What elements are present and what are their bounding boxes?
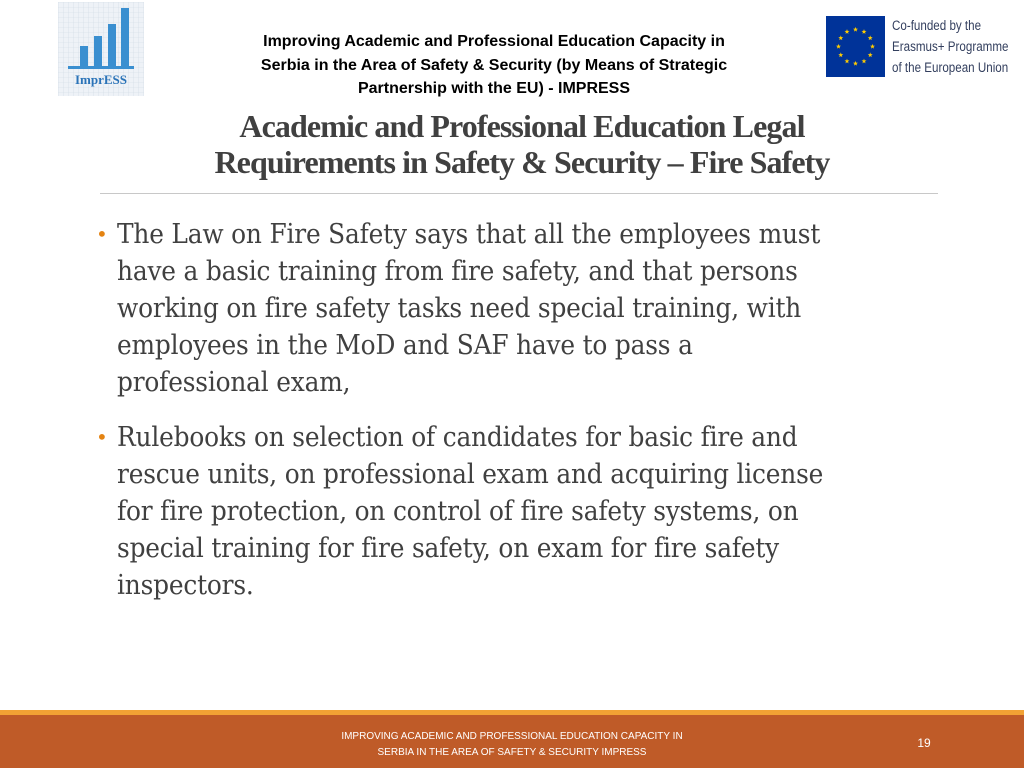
bullet-item: [96, 216, 956, 401]
bullet-line: The Law on Fire Safety says that all the employees must: [117, 219, 821, 250]
slide-title-line: Requirements in Safety & Security – Fire Safety: [214, 144, 830, 180]
page-number: 19: [917, 736, 931, 750]
logo-label: ImprESS: [74, 72, 128, 87]
footer-line: IMPROVING ACADEMIC AND PROFESSIONAL EDUCATION CAPACITY IN: [341, 731, 683, 742]
header-title-line: Partnership with the EU) - IMPRESS: [357, 80, 631, 97]
bullet-line: employees in the MoD and SAF have to pass a: [117, 330, 693, 361]
bullet-line: professional exam,: [117, 367, 351, 398]
logo-bar: [94, 36, 102, 66]
bullet-line: working on fire safety tasks need special training, with: [117, 293, 802, 324]
header-title-line: Serbia in the Area of Safety & Security (by Means of Strategic: [260, 56, 728, 74]
header-title: [180, 30, 808, 101]
eu-text-line: of the European Union: [892, 60, 1009, 75]
eu-cofunded-text: [892, 15, 1009, 78]
bullet-line: Rulebooks on selection of candidates for basic fire and: [117, 422, 798, 453]
slide-title: [100, 108, 944, 180]
eu-text-line: Co-funded by the: [892, 18, 982, 33]
footer-text: [300, 729, 724, 760]
logo-bar: [80, 46, 88, 66]
title-divider: [100, 193, 938, 194]
bullet-item: [96, 419, 956, 604]
eu-flag-logo: [826, 16, 885, 77]
impress-logo: [58, 2, 144, 96]
bullet-line: have a basic training from fire safety, and that persons: [117, 256, 798, 287]
bullet-line: special training for fire safety, on exam for fire safety: [117, 533, 780, 564]
bullet-list: [96, 216, 956, 622]
bullet-dot-icon: •: [96, 425, 108, 449]
bullet-dot-icon: •: [96, 222, 108, 246]
slide-title-line: Academic and Professional Education Legal: [239, 108, 805, 144]
eu-text-line: Erasmus+ Programme: [892, 39, 1009, 54]
bullet-line: for fire protection, on control of fire safety systems, on: [117, 496, 799, 527]
footer-line: SERBIA IN THE AREA OF SAFETY & SECURITY IMPRESS: [377, 746, 647, 758]
logo-bar: [108, 24, 116, 66]
logo-bar: [121, 8, 129, 66]
header-title-line: Improving Academic and Professional Education Capacity in: [263, 33, 725, 50]
bullet-line: rescue units, on professional exam and acquiring license: [117, 459, 824, 490]
bullet-line: inspectors.: [117, 570, 254, 601]
